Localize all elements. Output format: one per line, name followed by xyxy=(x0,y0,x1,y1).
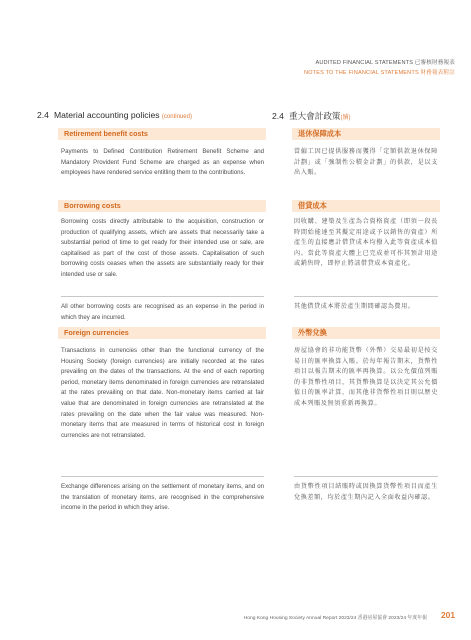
band-retirement-zh: 退休保障成本 xyxy=(292,128,440,140)
para-foreign2-en: Exchange differences arising on the settlement of monetary items, and on the translation of monetary items, are recognised in the comprehensive income in the period in which they arise. xyxy=(61,483,264,512)
divider-zh-2 xyxy=(294,476,438,477)
page-number: 201 xyxy=(441,610,455,620)
section-number-zh: 2.4 xyxy=(272,111,284,121)
para-foreign1-en: Transactions in currencies other than the functional currency of the Housing Society (foreign currencies) are initially recorded at the rates prevailing on the dates of the transactions. At the end of each reporting period, monetary items denominated in foreign currencies are retranslated at the rates prevailing on that date. Non-monetary items carried at fair value that are denominated in foreign currencies are retranslated at the rates prevailing on the date when the fair value was measured. Non-monetary items that are measured in terms of historical cost in foreign currencies are not retranslated. xyxy=(61,347,264,439)
running-header-line2: NOTES TO THE FINANCIAL STATEMENTS 財務報表附註 xyxy=(303,70,455,76)
band-borrowing-en: Borrowing costs xyxy=(58,200,266,212)
para-retirement-en: Payments to Defined Contribution Retirement Benefit Scheme and Mandatory Provident Fund Scheme are charged as an expense when employees have rendered service entitling them to the contributions. xyxy=(61,148,264,177)
section-heading-en: Material accounting policies xyxy=(53,110,160,120)
band-borrowing-zh: 借貸成本 xyxy=(292,200,440,212)
para-foreign2-zh: 由貨幣性項目結賬時或因換算貨幣性項目而產生兌換差額，均於產生期內記入全面收益內確認。 xyxy=(294,483,438,501)
divider-en-2 xyxy=(61,476,264,477)
section-continued-zh: (續) xyxy=(340,115,351,121)
divider-zh-1 xyxy=(294,296,438,297)
section-title-zh xyxy=(272,110,351,122)
para-borrowing1-en: Borrowing costs directly attributable to the acquisition, construction or production of qualifying assets, which are assets that necessarily take a substantial period of time to get ready for their intended use or sale, are capitalised as part of the cost of those assets. Capitalisation of such borrowing costs ceases when the assets are substantially ready for their intended use or sale. xyxy=(61,218,264,278)
section-number-en: 2.4 xyxy=(37,110,49,120)
para-borrowing2-en: All other borrowing costs are recognised as an expense in the period in which they are incurred. xyxy=(61,303,264,321)
section-continued-en: (continued) xyxy=(161,114,192,120)
para-foreign1-zh: 房屋協會的非功能貨幣（外幣）交易最初是按交易日的匯率換算入賬。於每年報告期末，貨幣性項目以報告期末的匯率再換算。以公允價值列賬的非貨幣性項目，其貨幣換算是以決定其公允價值日的匯率計算，而其他非貨幣性項目則以歷史成本列賬及無須重新再換算。 xyxy=(294,347,438,407)
divider-en-1 xyxy=(61,296,264,297)
band-foreign-en: Foreign currencies xyxy=(58,327,266,339)
section-title-en xyxy=(37,110,192,120)
para-retirement-zh: 當僱工因已提供服務而獲得「定額供款退休保障計劃」或「強制性公積金計劃」的供款，是以支出入賬。 xyxy=(294,148,438,177)
band-foreign-zh: 外幣兌換 xyxy=(292,327,440,339)
para-borrowing2-zh: 其他借貸成本將於產生期間確認為費用。 xyxy=(294,303,415,310)
section-heading-zh: 重大會計政策 xyxy=(288,111,341,121)
para-borrowing1-zh: 因收購、建築及生產為合資格資產（即須一段長時間始能達至其擬定用途或予以銷售的資產）所產生的直接應計借貸成本均撥入此等資產成本值內。當此等資產大體上已完成並可作其預計用途或銷售時，即停止將該借貸成本資產化。 xyxy=(294,218,438,268)
footer-report-title: Hong Kong Housing Society Annual Report 2023/24 香港房屋協會 2023/24 年度年報 xyxy=(243,616,427,621)
band-retirement-en: Retirement benefit costs xyxy=(58,128,266,140)
running-header-line1: AUDITED FINANCIAL STATEMENTS 已審核財務報表 xyxy=(315,60,455,66)
